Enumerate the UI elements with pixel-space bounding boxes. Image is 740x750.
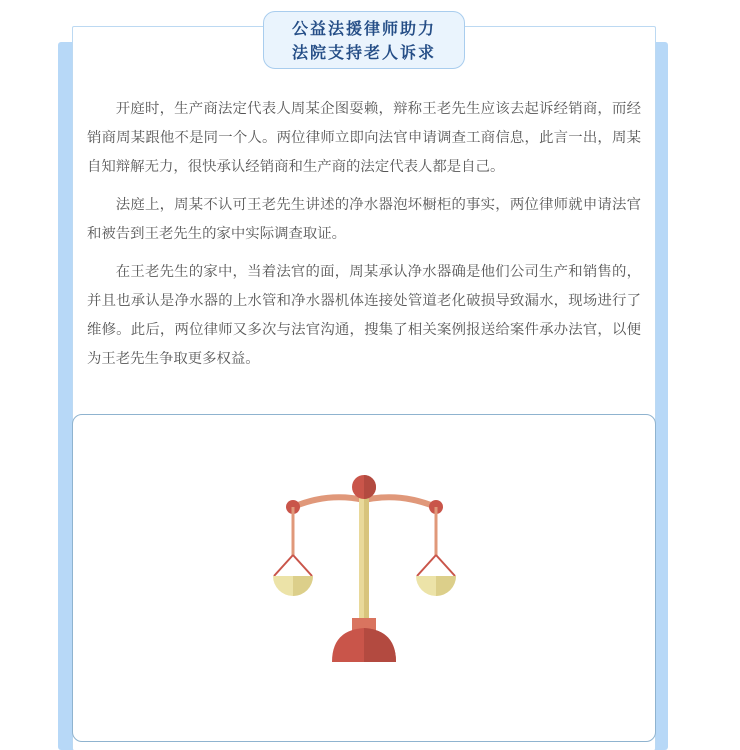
article-body [87,95,641,383]
paragraph-3: 在王老先生的家中，当着法官的面，周某承认净水器确是他们公司生产和销售的，并且也承认是净水器的上水管和净水器机体连接处管道老化破损导致漏水，现场进行了维修。此后，两位律师又多次与法官沟通，搜集了相关案例报送给案件承办法官，以便为王老先生争取更多权益。 [87,264,641,367]
title-line-2: 法院支持老人诉求 [291,43,436,62]
paragraph-2: 法庭上，周某不认可王老先生讲述的净水器泡坏橱柜的事实，两位律师就申请法官和被告到王老先生的家中实际调查取证。 [87,197,641,242]
paragraph-1: 开庭时，生产商法定代表人周某企图耍赖，辩称王老先生应该去起诉经销商，而经销商周某跟他不是同一个人。两位律师立即向法官申请调查工商信息，此言一出，周某自知辩解无力，很快承认经销商和生产商的法定代表人都是自己。 [87,101,641,175]
justice-scale-icon [268,470,460,670]
title-banner [263,11,465,69]
title-line-1: 公益法援律师助力 [291,19,436,38]
